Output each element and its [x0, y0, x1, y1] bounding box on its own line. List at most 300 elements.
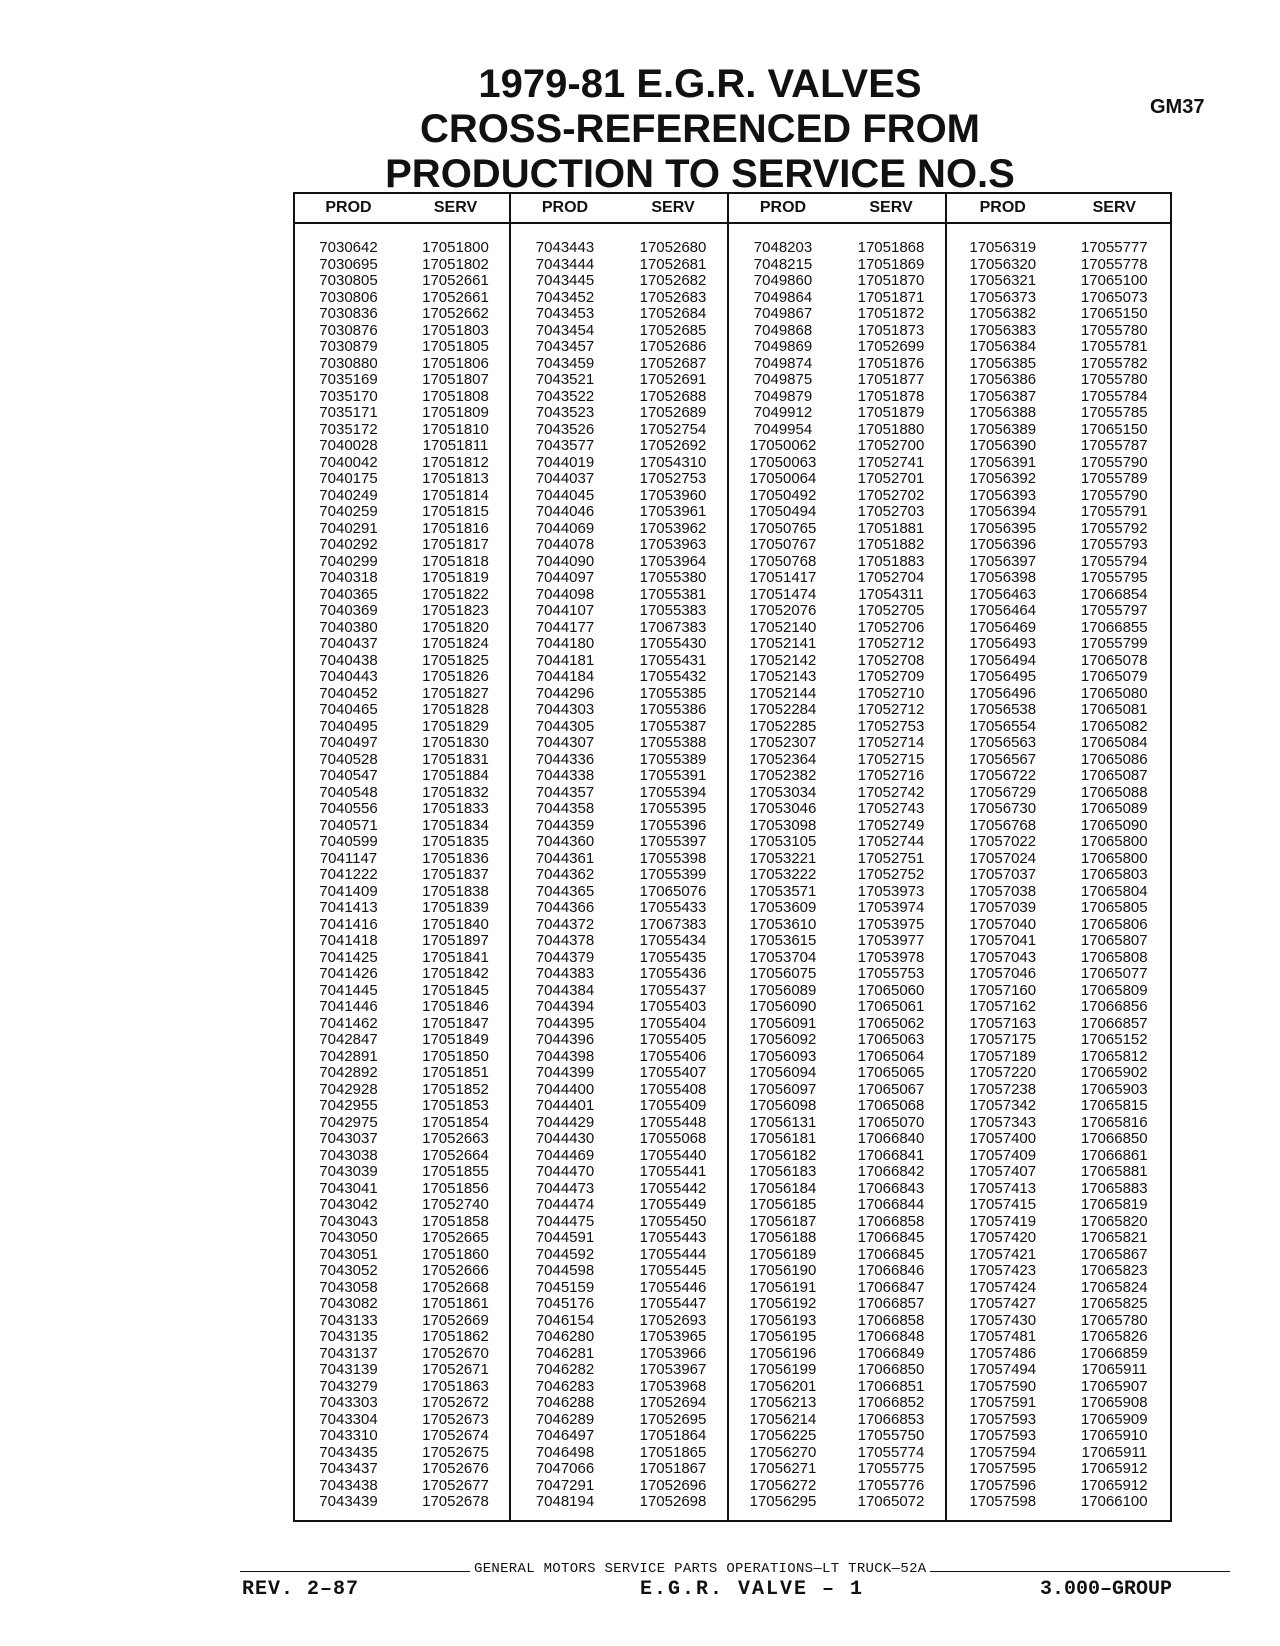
- table-row: [295, 339, 509, 356]
- table-row: [511, 1197, 727, 1214]
- serv-number: 17067383: [639, 618, 707, 636]
- serv-number: 17051802: [422, 255, 489, 273]
- prod-number: 17056538: [969, 701, 1037, 718]
- serv-number: 17066854: [1080, 585, 1148, 603]
- serv-number: 17051867: [639, 1460, 707, 1477]
- table-row: [295, 1016, 509, 1033]
- serv-number: 17066100: [1080, 1493, 1148, 1510]
- table-row: [729, 273, 945, 290]
- serv-number: 17065911: [1081, 1361, 1148, 1378]
- serv-number: 17052661: [422, 288, 489, 306]
- table-row: [947, 1049, 1170, 1066]
- prod-number: 7049954: [753, 420, 813, 438]
- serv-number: 17051834: [422, 816, 489, 834]
- table-row: [729, 455, 945, 472]
- prod-number: 7044097: [535, 569, 595, 586]
- table-column: [295, 194, 509, 1520]
- prod-number: 17053046: [749, 800, 817, 817]
- table-row: [295, 471, 509, 488]
- header-prod: PROD: [541, 199, 589, 216]
- prod-number: 7044362: [535, 866, 595, 883]
- column-body: [295, 224, 509, 1511]
- prod-number: 7046498: [535, 1443, 595, 1461]
- prod-number: 7043043: [319, 1212, 378, 1230]
- serv-number: 17066846: [857, 1262, 925, 1279]
- table-row: [295, 455, 509, 472]
- prod-number: 7040548: [319, 783, 378, 801]
- table-row: [947, 1362, 1170, 1379]
- table-row: [947, 537, 1170, 554]
- footer-revision: REV. 2–87: [242, 1578, 360, 1601]
- table-row: [295, 1181, 509, 1198]
- serv-number: 17066853: [857, 1410, 925, 1428]
- serv-number: 17065079: [1080, 668, 1148, 685]
- prod-number: 17053098: [749, 816, 817, 834]
- prod-number: 7043303: [319, 1394, 378, 1411]
- table-row: [729, 620, 945, 637]
- table-row: [729, 570, 945, 587]
- table-row: [947, 620, 1170, 637]
- table-row: [511, 950, 727, 967]
- prod-number: 17056730: [969, 800, 1037, 817]
- serv-number: 17051825: [422, 651, 489, 669]
- prod-number: 7044359: [535, 816, 595, 834]
- table-row: [295, 504, 509, 521]
- serv-number: 17065815: [1080, 1097, 1148, 1114]
- serv-number: 17055405: [639, 1031, 707, 1048]
- table-row: [729, 999, 945, 1016]
- serv-number: 17052685: [639, 321, 707, 339]
- prod-number: 7044180: [535, 635, 595, 652]
- serv-number: 17055449: [639, 1196, 707, 1213]
- prod-number: 7040365: [319, 585, 378, 603]
- table-row: [511, 1148, 727, 1165]
- prod-number: 17056495: [969, 668, 1037, 685]
- prod-number: 17052142: [749, 651, 817, 669]
- serv-number: 17052663: [422, 1130, 489, 1147]
- prod-number: 17056463: [969, 585, 1037, 603]
- prod-number: 7044394: [535, 998, 595, 1015]
- prod-number: 17056319: [969, 239, 1037, 256]
- table-row: [729, 834, 945, 851]
- table-row: [295, 900, 509, 917]
- prod-number: 17056271: [749, 1460, 817, 1477]
- serv-number: 17066848: [857, 1328, 925, 1345]
- table-row: [729, 356, 945, 373]
- prod-number: 17056075: [749, 965, 817, 982]
- prod-number: 17056387: [969, 387, 1037, 405]
- prod-number: 17056563: [969, 734, 1037, 751]
- serv-number: 17065061: [857, 998, 925, 1015]
- prod-number: 7042975: [319, 1113, 378, 1131]
- table-row: [729, 735, 945, 752]
- table-row: [511, 999, 727, 1016]
- prod-number: 7040175: [319, 470, 378, 487]
- table-row: [729, 1049, 945, 1066]
- prod-number: 7040465: [319, 701, 378, 718]
- serv-number: 17055790: [1080, 486, 1148, 504]
- serv-number: 17051840: [422, 915, 489, 933]
- table-row: [729, 1296, 945, 1313]
- prod-number: 7043082: [319, 1295, 378, 1312]
- table-row: [295, 1247, 509, 1264]
- prod-number: 17056097: [749, 1080, 817, 1098]
- serv-number: 17051829: [422, 717, 489, 735]
- table-row: [511, 1131, 727, 1148]
- serv-number: 17052699: [857, 338, 925, 355]
- table-row: [729, 702, 945, 719]
- table-row: [947, 455, 1170, 472]
- serv-number: 17065780: [1080, 1311, 1148, 1329]
- table-row: [511, 1115, 727, 1132]
- serv-number: 17055776: [857, 1476, 925, 1494]
- serv-number: 17066850: [857, 1361, 925, 1378]
- prod-number: 7041462: [319, 1014, 378, 1032]
- prod-number: 17057038: [969, 882, 1037, 900]
- prod-number: 7044037: [535, 470, 595, 487]
- table-row: [729, 884, 945, 901]
- prod-number: 7030836: [319, 305, 378, 322]
- serv-number: 17051865: [639, 1443, 707, 1461]
- serv-number: 17065867: [1080, 1245, 1148, 1263]
- prod-number: 7049874: [753, 354, 813, 372]
- table-row: [511, 1082, 727, 1099]
- table-row: [295, 785, 509, 802]
- table-row: [729, 537, 945, 554]
- serv-number: 17065078: [1080, 651, 1148, 669]
- table-row: [295, 834, 509, 851]
- prod-number: 7035172: [319, 420, 378, 438]
- prod-number: 7044396: [535, 1031, 595, 1048]
- table-row: [295, 389, 509, 406]
- serv-number: 17052709: [857, 668, 925, 685]
- table-row: [511, 818, 727, 835]
- serv-number: 17052678: [422, 1493, 489, 1510]
- prod-number: 17057598: [969, 1493, 1037, 1510]
- serv-number: 17055785: [1080, 404, 1148, 421]
- prod-number: 7044470: [535, 1163, 595, 1180]
- prod-number: 17056195: [749, 1328, 817, 1345]
- prod-number: 7041147: [319, 849, 378, 867]
- serv-number: 17053974: [857, 899, 925, 916]
- prod-number: 17057342: [969, 1097, 1037, 1114]
- prod-number: 7040528: [319, 750, 378, 768]
- prod-number: 17056320: [969, 255, 1037, 273]
- prod-number: 17056270: [749, 1443, 817, 1461]
- serv-number: 17051863: [422, 1377, 489, 1395]
- prod-number: 7044358: [535, 800, 595, 817]
- serv-number: 17065065: [857, 1064, 925, 1081]
- header-serv: SERV: [433, 199, 478, 216]
- serv-number: 17051862: [422, 1328, 489, 1345]
- prod-number: 7041418: [319, 932, 378, 949]
- table-row: [947, 834, 1170, 851]
- prod-number: 17052076: [749, 602, 817, 619]
- prod-number: 17057400: [969, 1130, 1037, 1147]
- prod-number: 17057409: [969, 1146, 1037, 1164]
- serv-number: 17052714: [857, 734, 925, 751]
- prod-number: 7040318: [319, 569, 378, 586]
- serv-number: 17055795: [1080, 569, 1148, 586]
- prod-number: 7043443: [535, 239, 595, 256]
- serv-number: 17055397: [639, 833, 707, 850]
- prod-number: 7043453: [535, 305, 595, 322]
- serv-number: 17051839: [422, 899, 489, 916]
- table-row: [947, 983, 1170, 1000]
- serv-number: 17051831: [422, 750, 489, 768]
- serv-number: 17065881: [1080, 1163, 1148, 1180]
- table-row: [947, 306, 1170, 323]
- prod-number: 7046288: [535, 1394, 595, 1411]
- table-row: [947, 735, 1170, 752]
- serv-number: 17055750: [857, 1427, 925, 1444]
- prod-number: 17050765: [749, 519, 817, 537]
- serv-number: 17052708: [857, 651, 925, 669]
- prod-number: 7044361: [535, 849, 595, 867]
- prod-number: 17056199: [749, 1361, 817, 1378]
- prod-number: 17056389: [969, 420, 1037, 438]
- column-header: [729, 194, 945, 224]
- table-row: [511, 1461, 727, 1478]
- table-row: [947, 900, 1170, 917]
- prod-number: 7044305: [535, 717, 595, 735]
- prod-number: 7043454: [535, 321, 595, 339]
- table-row: [947, 1428, 1170, 1445]
- table-row: [729, 422, 945, 439]
- table-row: [729, 504, 945, 521]
- table-row: [729, 405, 945, 422]
- serv-number: 17051853: [422, 1097, 489, 1114]
- table-column: [509, 194, 727, 1520]
- serv-number: 17065803: [1080, 866, 1148, 883]
- prod-number: 7030876: [319, 321, 378, 339]
- prod-number: 17053034: [749, 783, 817, 801]
- serv-number: 17066858: [857, 1212, 925, 1230]
- table-row: [947, 372, 1170, 389]
- prod-number: 17056393: [969, 486, 1037, 504]
- prod-number: 17056384: [969, 338, 1037, 355]
- table-row: [729, 768, 945, 785]
- table-row: [295, 686, 509, 703]
- serv-number: 17066852: [857, 1394, 925, 1411]
- table-row: [295, 1494, 509, 1511]
- table-row: [511, 1032, 727, 1049]
- serv-number: 17055448: [639, 1113, 707, 1131]
- prod-number: 17057593: [969, 1410, 1037, 1428]
- serv-number: 17051860: [422, 1245, 489, 1263]
- table-row: [947, 471, 1170, 488]
- serv-number: 17055404: [639, 1014, 707, 1032]
- table-row: [729, 818, 945, 835]
- prod-number: 7044398: [535, 1047, 595, 1065]
- table-row: [947, 356, 1170, 373]
- table-row: [295, 1461, 509, 1478]
- serv-number: 17065912: [1080, 1476, 1148, 1494]
- prod-number: 7043050: [319, 1229, 378, 1246]
- serv-number: 17065150: [1080, 420, 1148, 438]
- serv-number: 17052753: [639, 470, 707, 487]
- serv-number: 17065903: [1080, 1080, 1148, 1098]
- prod-number: 7043038: [319, 1146, 378, 1164]
- header-serv: SERV: [651, 199, 695, 216]
- table-row: [511, 306, 727, 323]
- serv-number: 17055780: [1080, 371, 1148, 388]
- title-line-3: PRODUCTION TO SERVICE NO.S: [385, 152, 1015, 196]
- serv-number: 17065805: [1080, 899, 1148, 916]
- prod-number: 7044069: [535, 519, 595, 537]
- prod-number: 17057424: [969, 1278, 1037, 1296]
- prod-number: 17057419: [969, 1212, 1037, 1230]
- serv-number: 17051841: [422, 948, 489, 966]
- prod-number: 17056201: [749, 1377, 817, 1395]
- serv-number: 17051815: [422, 503, 489, 520]
- serv-number: 17066843: [857, 1179, 925, 1197]
- table-row: [511, 752, 727, 769]
- prod-number: 17056394: [969, 503, 1037, 520]
- prod-number: 7049869: [753, 338, 813, 355]
- column-body: [511, 224, 727, 1511]
- prod-number: 17050768: [749, 552, 817, 570]
- table-row: [729, 1098, 945, 1115]
- prod-number: 17052307: [749, 734, 817, 751]
- serv-number: 17051884: [422, 767, 489, 784]
- column-header: [947, 194, 1170, 224]
- prod-number: 17057043: [969, 948, 1037, 966]
- table-row: [729, 1214, 945, 1231]
- serv-number: 17052680: [639, 239, 707, 256]
- prod-number: 17056391: [969, 453, 1037, 471]
- prod-number: 7043459: [535, 354, 595, 372]
- prod-number: 17057189: [969, 1047, 1037, 1065]
- table-row: [295, 1329, 509, 1346]
- prod-number: 17057162: [969, 998, 1037, 1015]
- table-row: [947, 818, 1170, 835]
- serv-number: 17055399: [639, 866, 707, 883]
- prod-number: 7030695: [319, 255, 378, 273]
- table-row: [947, 488, 1170, 505]
- serv-number: 17055790: [1080, 453, 1148, 471]
- serv-number: 17055794: [1080, 552, 1148, 570]
- prod-number: 17056373: [969, 288, 1037, 306]
- table-row: [295, 983, 509, 1000]
- serv-number: 17066845: [857, 1229, 925, 1246]
- table-row: [511, 719, 727, 736]
- serv-number: 17055380: [639, 569, 707, 586]
- prod-number: 7044184: [535, 668, 595, 685]
- prod-number: 7040438: [319, 651, 378, 669]
- prod-number: 17057175: [969, 1031, 1037, 1048]
- serv-number: 17066847: [857, 1278, 925, 1296]
- serv-number: 17065076: [639, 882, 707, 900]
- prod-number: 7044430: [535, 1130, 595, 1147]
- prod-number: 7043437: [319, 1460, 378, 1477]
- prod-number: 7043577: [535, 437, 595, 454]
- serv-number: 17051842: [422, 965, 489, 982]
- table-row: [511, 537, 727, 554]
- serv-number: 17052706: [857, 618, 925, 636]
- serv-number: 17055445: [639, 1262, 707, 1279]
- prod-number: 7040042: [319, 453, 378, 471]
- prod-number: 17056494: [969, 651, 1037, 669]
- prod-number: 17056183: [749, 1163, 817, 1180]
- serv-number: 17066851: [857, 1377, 925, 1395]
- table-row: [729, 1346, 945, 1363]
- table-row: [511, 1494, 727, 1511]
- serv-number: 17065067: [857, 1080, 925, 1098]
- serv-number: 17053968: [639, 1377, 707, 1395]
- prod-number: 17056190: [749, 1262, 817, 1279]
- table-row: [511, 669, 727, 686]
- serv-number: 17065883: [1080, 1179, 1148, 1197]
- table-row: [511, 1362, 727, 1379]
- table-row: [729, 240, 945, 257]
- table-row: [947, 1098, 1170, 1115]
- table-row: [511, 1412, 727, 1429]
- table-row: [295, 1131, 509, 1148]
- table-row: [511, 851, 727, 868]
- table-row: [511, 405, 727, 422]
- table-row: [295, 669, 509, 686]
- serv-number: 17066856: [1080, 998, 1148, 1015]
- serv-number: 17055443: [639, 1229, 707, 1246]
- footer-operations: GENERAL MOTORS SERVICE PARTS OPERATIONS—LT TRUCK—52A: [470, 1561, 930, 1577]
- table-row: [729, 587, 945, 604]
- table-row: [295, 554, 509, 571]
- serv-number: 17065100: [1080, 272, 1148, 289]
- prod-number: 17053571: [749, 882, 817, 900]
- prod-number: 7049867: [753, 305, 813, 322]
- serv-number: 17055792: [1080, 519, 1148, 537]
- table-row: [947, 323, 1170, 340]
- prod-number: 17056396: [969, 536, 1037, 553]
- prod-number: 17056192: [749, 1295, 817, 1312]
- table-row: [729, 1016, 945, 1033]
- serv-number: 17052753: [857, 717, 925, 735]
- serv-number: 17052687: [639, 354, 707, 372]
- prod-number: 17050494: [749, 503, 817, 520]
- serv-number: 17052693: [639, 1311, 707, 1329]
- table-row: [947, 1115, 1170, 1132]
- prod-number: 17056554: [969, 717, 1037, 735]
- serv-number: 17065826: [1080, 1328, 1148, 1345]
- prod-number: 7040249: [319, 486, 378, 504]
- prod-number: 17057486: [969, 1344, 1037, 1362]
- table-row: [511, 570, 727, 587]
- table-row: [947, 1461, 1170, 1478]
- serv-number: 17051873: [857, 321, 925, 339]
- table-row: [947, 1065, 1170, 1082]
- serv-number: 17052677: [422, 1476, 489, 1494]
- table-row: [947, 389, 1170, 406]
- prod-number: 17050062: [749, 437, 817, 454]
- prod-number: 7043137: [319, 1344, 378, 1362]
- prod-number: 17057591: [969, 1394, 1037, 1411]
- serv-number: 17065821: [1080, 1229, 1148, 1246]
- prod-number: 7040495: [319, 717, 378, 735]
- table-row: [729, 306, 945, 323]
- prod-number: 7044401: [535, 1097, 595, 1114]
- prod-number: 7041413: [319, 899, 378, 916]
- serv-number: 17051878: [857, 387, 925, 405]
- serv-number: 17051807: [422, 371, 489, 388]
- prod-number: 7044078: [535, 536, 595, 553]
- table-row: [729, 1247, 945, 1264]
- table-row: [511, 323, 727, 340]
- table-column: [945, 194, 1170, 1520]
- serv-number: 17052749: [857, 816, 925, 834]
- table-row: [295, 323, 509, 340]
- serv-number: 17052682: [639, 272, 707, 289]
